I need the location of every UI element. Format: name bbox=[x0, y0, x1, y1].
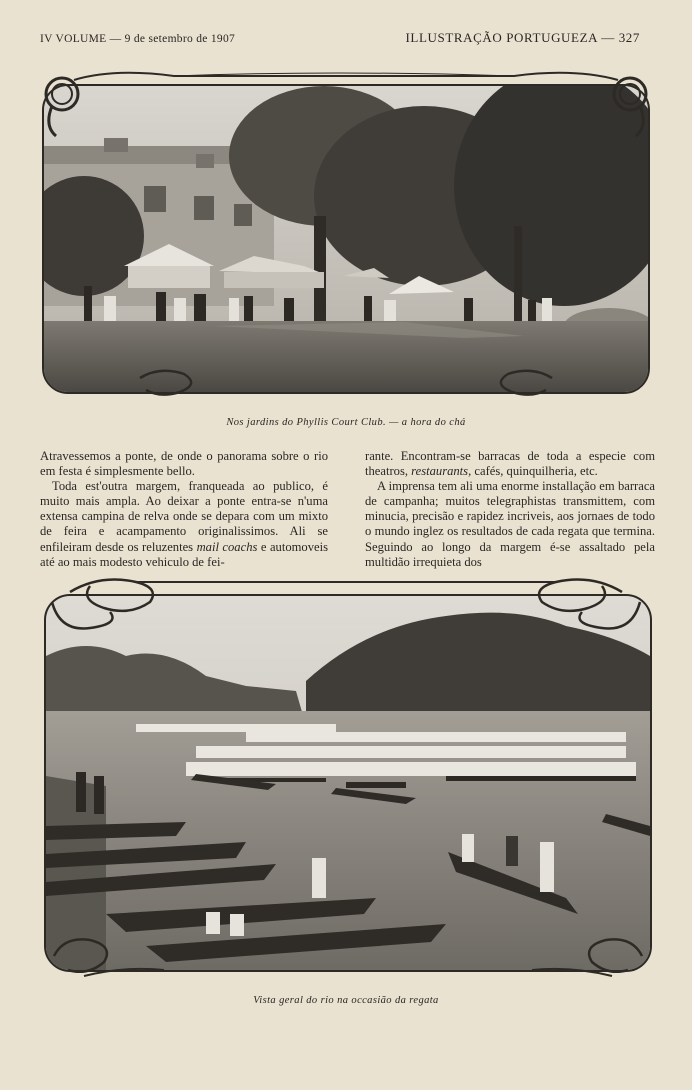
bottom-border-ornament-1 bbox=[130, 364, 562, 402]
running-head bbox=[40, 30, 640, 50]
text-column-right bbox=[365, 449, 655, 570]
paragraph: A imprensa tem ali uma enorme installação em barraca de campanha; muitos telegraphistas transmittem, com minucia, precisão e rapidez incriveis, aos jornaes de todo o mundo inglez os resultados de cada regata que termina. Seguindo ao longo da margem é-se assaltado pela multidão irrequieta dos bbox=[365, 479, 655, 569]
paragraph-text: rante. Encontram-se barracas de toda a especie com theatros, bbox=[365, 449, 655, 479]
bottom-border-ornament-2 bbox=[44, 926, 652, 982]
figure1-caption: Nos jardins do Phyllis Court Club. — a hora do chá bbox=[226, 417, 466, 428]
header-volume-date: IV VOLUME — 9 de setembro de 1907 bbox=[40, 33, 236, 45]
italic-term: mail coachs bbox=[196, 539, 258, 554]
paragraph-text: , cafés, quinquilheria, etc. bbox=[468, 464, 598, 479]
regatta-photo bbox=[44, 594, 652, 972]
paragraph bbox=[40, 479, 328, 570]
top-border-ornament-1 bbox=[34, 66, 658, 144]
paragraph-text: e automoveis até ao mais modesto vehiculo de fei- bbox=[40, 539, 329, 569]
regatta-photo-image bbox=[46, 596, 650, 970]
header-title-page: ILLUSTRAÇÃO PORTUGUEZA — 327 bbox=[405, 30, 640, 45]
text-column-left bbox=[40, 449, 328, 570]
paragraph: Atravessemos a ponte, de onde o panorama sobre o rio em festa é simplesmente bello. bbox=[40, 449, 328, 479]
top-border-ornament-2 bbox=[40, 572, 652, 646]
paragraph bbox=[365, 449, 655, 479]
paragraph-text: Toda est'outra margem, franqueada ao publico, é muito mais ampla. Ao deixar a ponte entra-se n'uma extensa campina de relva onde se depara com um mixto de feira e acampamento originalissimos. Ali se enfileiram desde os reluzentes bbox=[40, 479, 328, 554]
figure2-caption: Vista geral do rio na occasião da regata bbox=[253, 995, 439, 1006]
italic-term: restaurants bbox=[411, 464, 469, 479]
